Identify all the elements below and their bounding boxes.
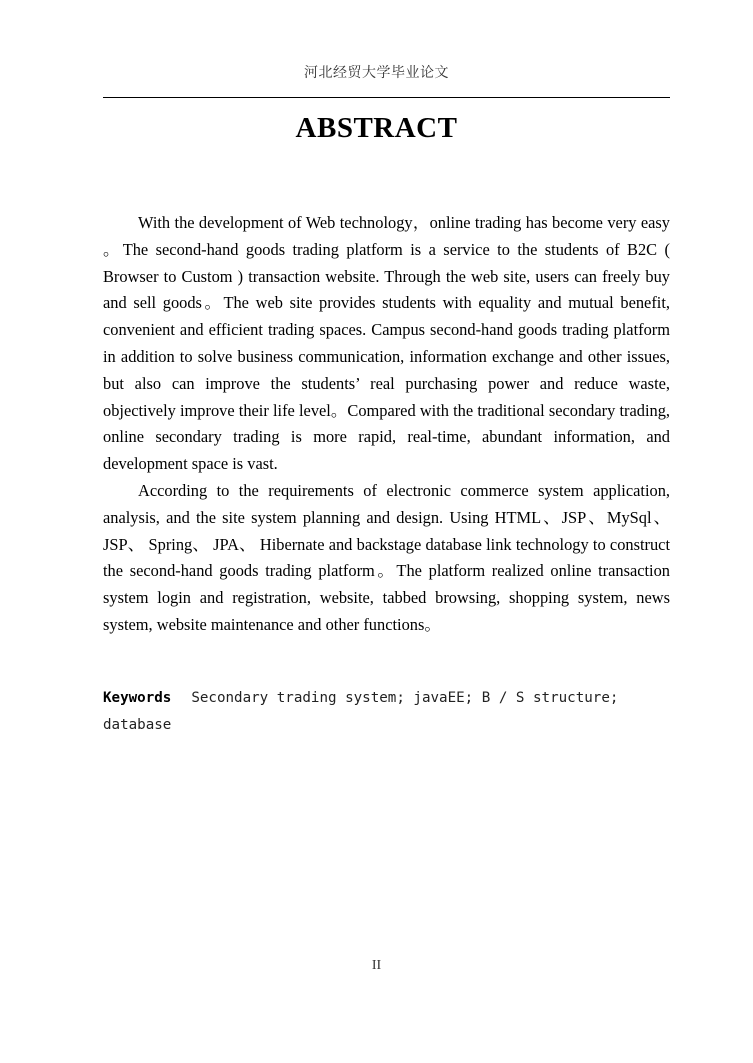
page-title: ABSTRACT [295,112,458,144]
abstract-body [103,210,670,639]
page-number: II [371,958,382,973]
abstract-paragraph-2: According to the requirements of electronic commerce system application, analysis, and the site system planning and design. Using HTML、JSP、MySql、JSP、 Spring、 JPA、 Hibernate and backstage database link technology to construct the second-hand goods trading platform。The platform realized online transaction system login and registration, website, tabbed browsing, shopping system, news system, website maintenance and other functions。 [103,480,670,634]
keywords-label: Keywords [103,690,172,706]
header-divider [103,97,670,98]
keywords-value: Secondary trading system; javaEE; B / S structure; database [103,690,619,733]
running-header: 河北经贸大学毕业论文 [304,66,449,81]
abstract-paragraph-1: With the development of Web technology，online trading has become very easy 。The second-hand goods trading platform is a service to the students of B2C ( Browser to Custom ) transaction website. Through the web site, users can freely buy and sell goods。The web site provides students with equality and mutual benefit, convenient and efficient trading spaces. Campus second-hand goods trading platform in addition to solve business communication, information exchange and other issues, but also can improve the students’ real purchasing power and reduce waste, objectively improve their life level。Compared with the traditional secondary trading, online secondary trading is more rapid, real-time, abundant information, and development space is vast. [103,213,670,474]
keywords-section [103,685,670,739]
